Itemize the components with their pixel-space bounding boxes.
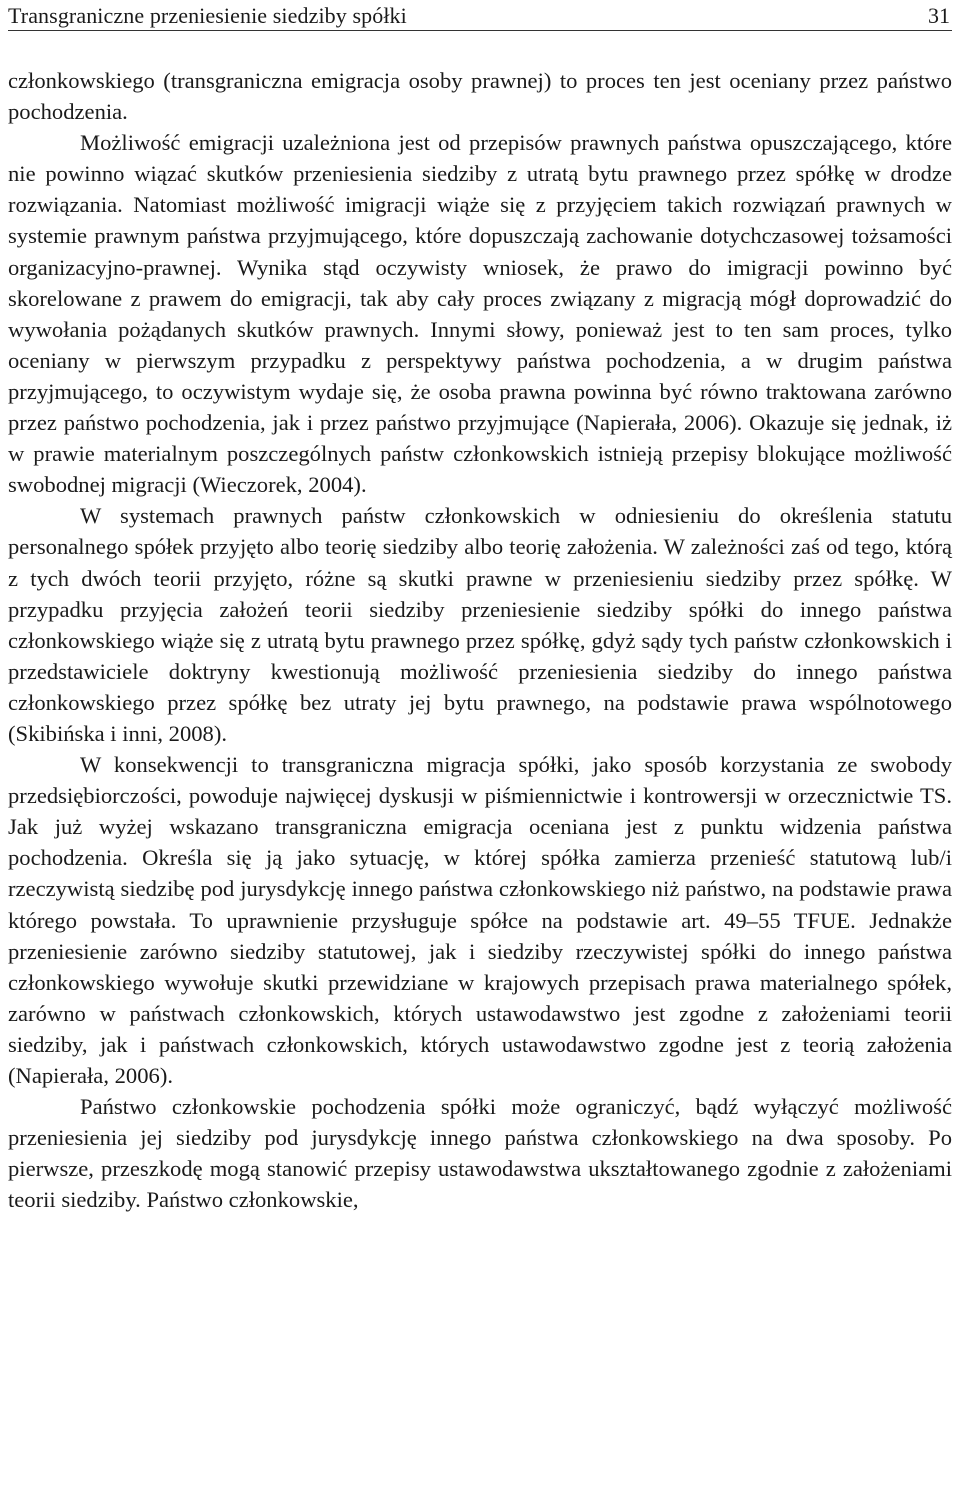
page-number: 31 bbox=[928, 3, 950, 28]
body-text bbox=[8, 65, 952, 1215]
paragraph: Państwo członkowskie pochodzenia spółki może ograniczyć, bądź wyłączyć możliwość przeniesienia jej siedziby pod jurysdykcję innego państwa członkowskiego na dwa sposoby. Po pierwsze, przeszkodę mogą stanowić przepisy ustawodawstwa ukształtowanego zgodnie z założeniami teorii siedziby. Państwo członkowskie, bbox=[8, 1094, 952, 1213]
paragraph-continued: członkowskiego (transgraniczna emigracja osoby prawnej) to proces ten jest oceniany przez państwo pochodzenia. bbox=[8, 68, 952, 125]
document-page bbox=[8, 0, 952, 1215]
running-title: Transgraniczne przeniesienie siedziby spółki bbox=[8, 3, 407, 28]
running-header bbox=[8, 0, 952, 31]
paragraph: W systemach prawnych państw członkowskich w odniesieniu do określenia statutu personalnego spółek przyjęto albo teorię siedziby albo teorię założenia. W zależności zaś od tego, którą z tych dwóch teorii przyjęto, różne są skutki prawne w przeniesieniu siedziby przez spółkę. W przypadku przyjęcia założeń teorii siedziby przeniesienie siedziby spółki do innego państwa członkowskiego wiąże się z utratą bytu prawnego przez spółkę, gdyż sądy tych państw członkowskich i przedstawiciele doktryny kwestionują możliwość przeniesienia siedziby do innego państwa członkowskiego przez spółkę bez utraty jej bytu prawnego, na podstawie prawa wspólnotowego (Skibińska i inni, 2008). bbox=[8, 503, 952, 746]
paragraph: W konsekwencji to transgraniczna migracja spółki, jako sposób korzystania ze swobody przedsiębiorczości, powoduje najwięcej dyskusji w piśmiennictwie i kontrowersji w orzecznictwie TS. Jak już wyżej wskazano transgraniczna emigracja oceniana jest z punktu widzenia państwa pochodzenia. Określa się ją jako sytuację, w której spółka zamierza przenieść statutową lub/i rzeczywistą siedzibę pod jurysdykcję innego państwa członkowskiego niż państwo, na podstawie prawa którego powstała. To uprawnienie przysługuje spółce na podstawie art. 49–55 TFUE. Jednakże przeniesienie zarówno siedziby statutowej, jak i siedziby rzeczywistej spółki do innego państwa członkowskiego wywołuje skutki przewidziane w krajowych przepisach prawa materialnego spółek, zarówno w państwach członkowskich, których ustawodawstwo jest zgodne z założeniami teorii siedziby, jak i państwach członkowskich, których ustawodawstwo zgodne jest z teorią założenia (Napierała, 2006). bbox=[8, 752, 952, 1088]
paragraph: Możliwość emigracji uzależniona jest od przepisów prawnych państwa opuszczającego, które nie powinno wiązać skutków przeniesienia siedziby z utratą bytu prawnego przez spółkę w drodze rozwiązania. Natomiast możliwość imigracji wiąże się z przyjęciem takich rozwiązań prawnych w systemie prawnym państwa przyjmującego, które dopuszczają zachowanie dotychczasowej tożsamości organizacyjno-prawnej. Wynika stąd oczywisty wniosek, że prawo do imigracji powinno być skorelowane z prawem do emigracji, tak aby cały proces związany z migracją mógł doprowadzić do wywołania pożądanych skutków prawnych. Innymi słowy, ponieważ jest to ten sam proces, tylko oceniany w pierwszym przypadku z perspektywy państwa pochodzenia, a w drugim państwa przyjmującego, to oczywistym wydaje się, że osoba prawna powinna być równo traktowana zarówno przez państwo pochodzenia, jak i przez państwo przyjmujące (Napierała, 2006). Okazuje się jednak, iż w prawie materialnym poszczególnych państw członkowskich istnieją przepisy blokujące możliwość swobodnej migracji (Wieczorek, 2004). bbox=[8, 130, 952, 498]
